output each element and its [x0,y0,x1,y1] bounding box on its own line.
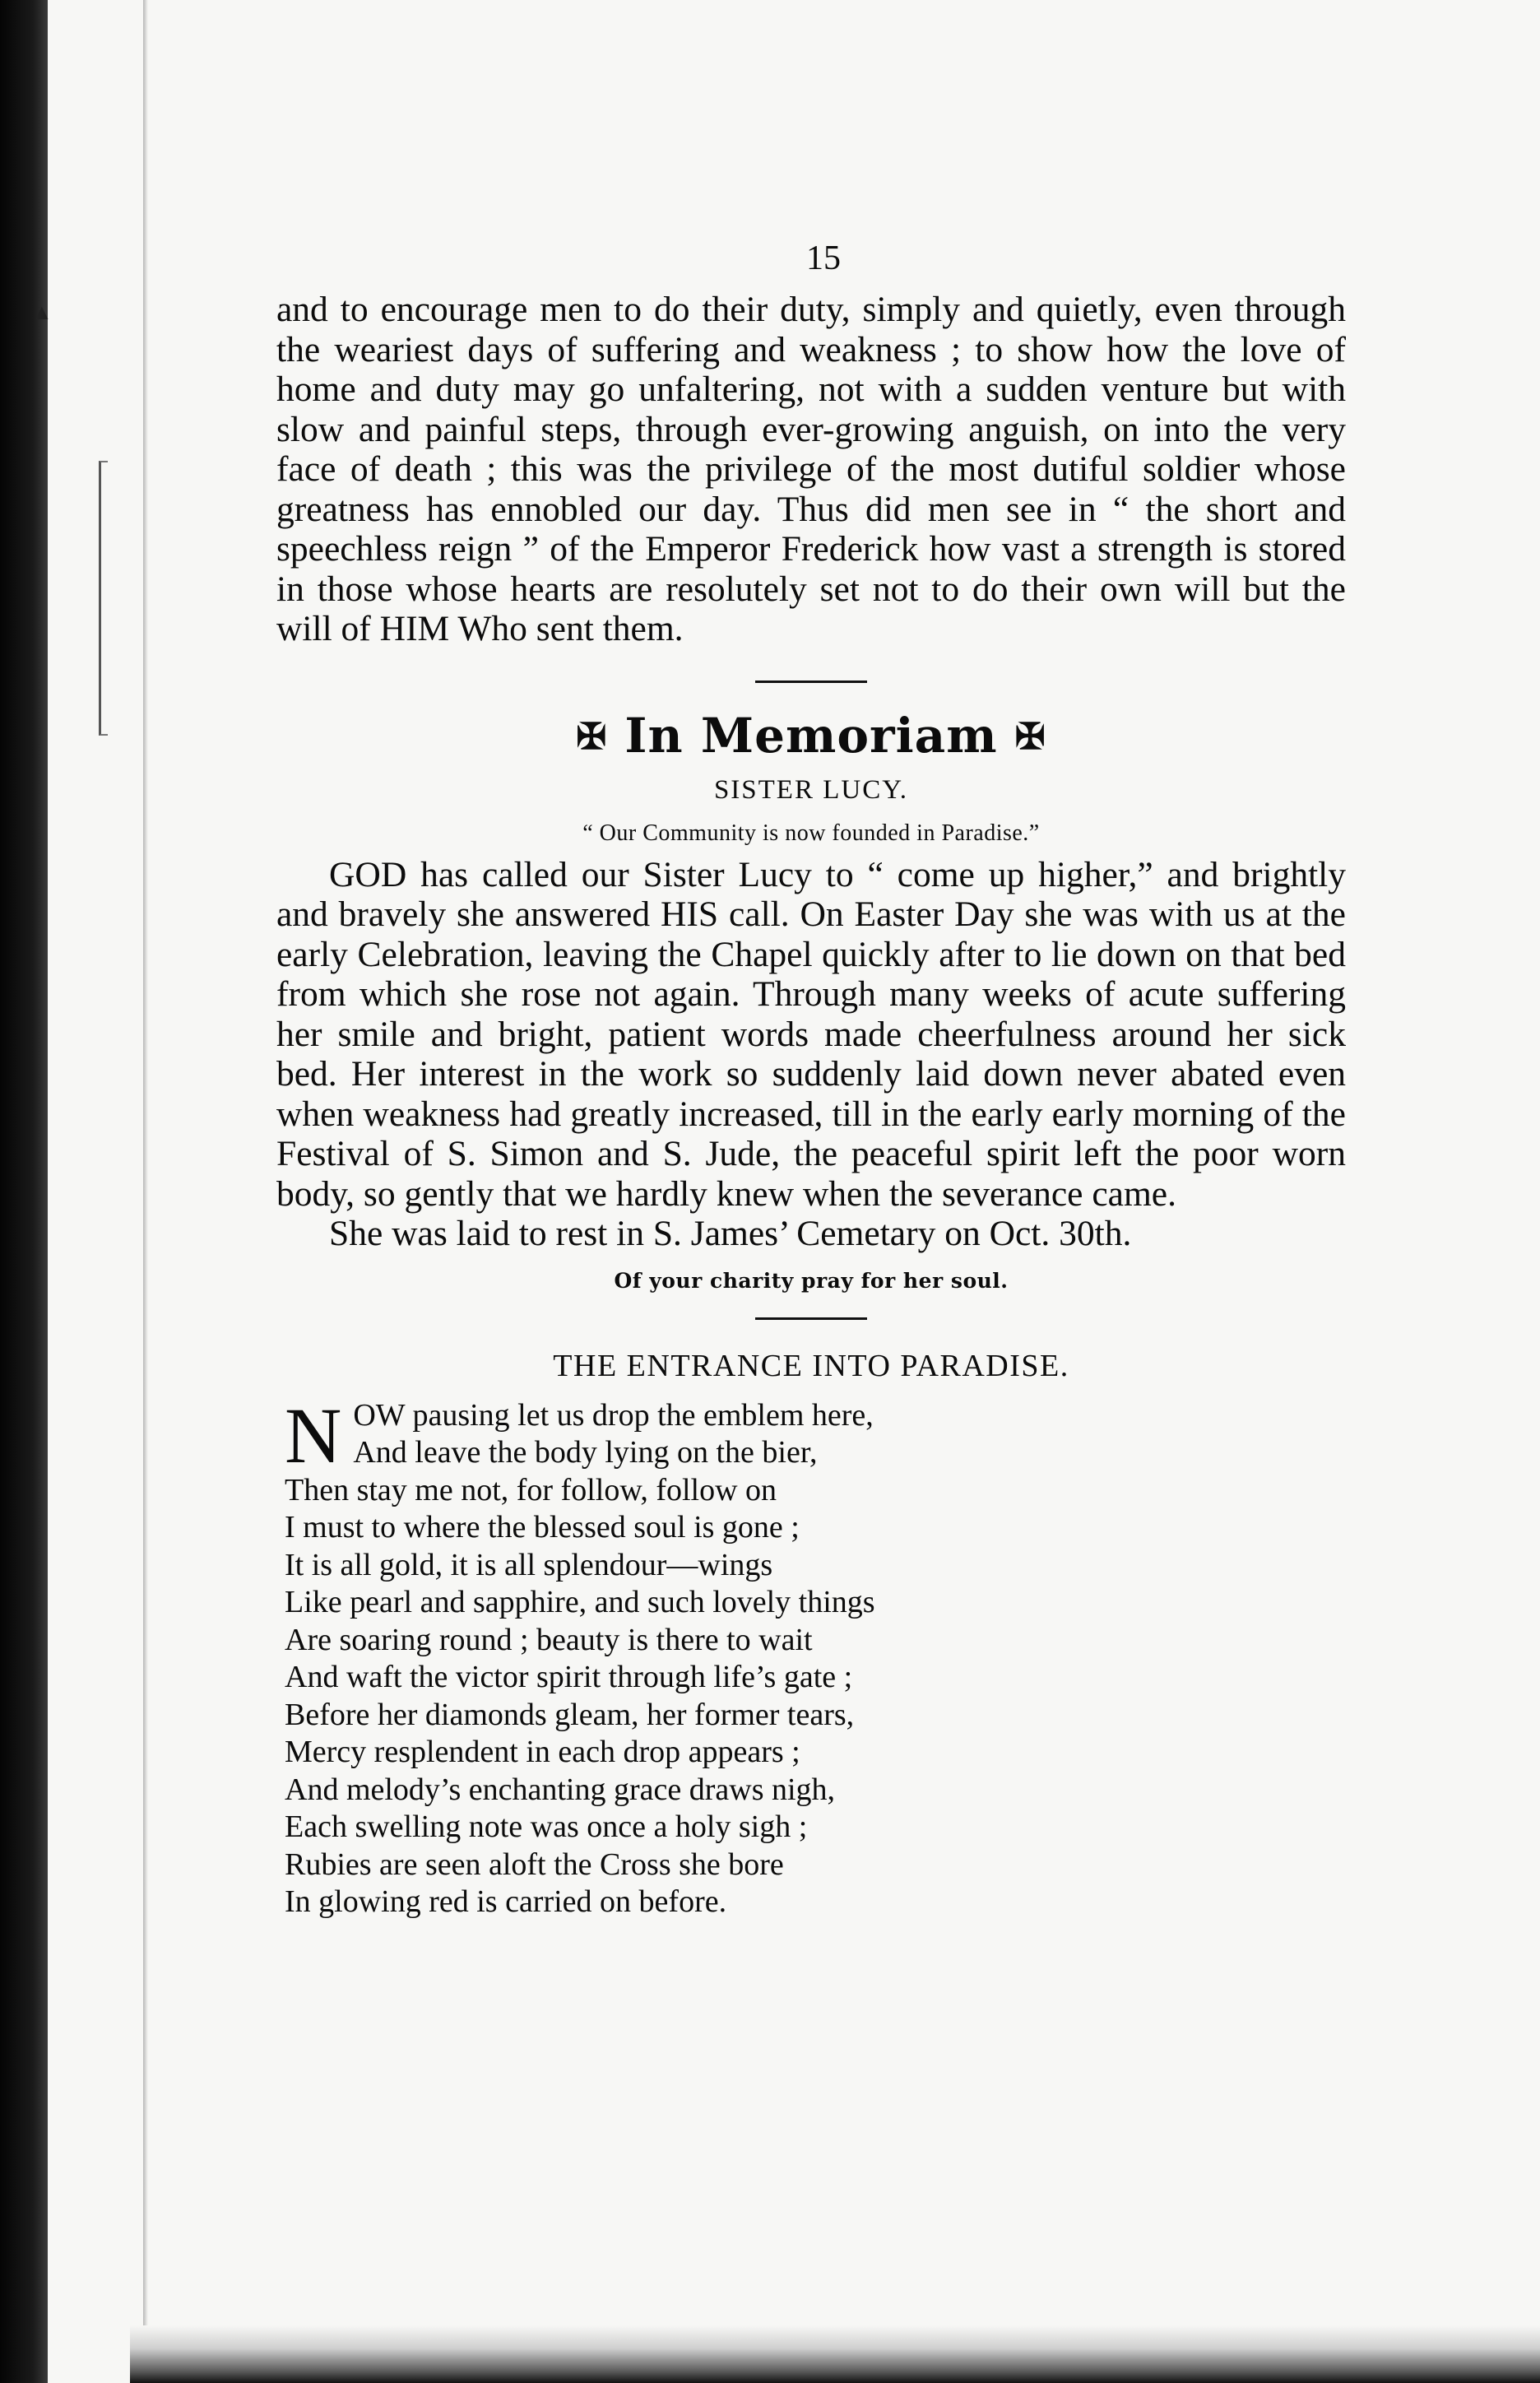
poem-line: OW pausing let us drop the emblem here, [353,1397,874,1433]
poem-line: In glowing red is carried on before. [285,1884,727,1919]
prose-section [276,290,1346,649]
maltese-cross-icon: ✠ [576,715,608,758]
page-bottom-edge [130,2325,1540,2383]
poem [276,1391,1346,1921]
spine-shadow [143,0,148,2383]
drop-cap: N [285,1391,342,1480]
margin-mark: ▲ [31,300,53,324]
poem-line: And melody’s enchanting grace draws nigh, [285,1772,836,1807]
poem-line: It is all gold, it is all splendour—wings [285,1547,773,1582]
memoriam-title: In Memoriam [624,707,998,764]
prose-paragraph: and to encourage men to do their duty, simply and quietly, even through the weariest days of suffering and weakness ; to show how the love of home and duty may go unfaltering, not with a sudden venture but with slow and painful steps, through ever-growing anguish, on into the very face of death ; this was the privilege of the most dutiful soldier whose greatness has ennobled our day. Thus did men see in “ the short and speechless reign ” of the Emperor Frederick how vast a strength is stored in those whose hearts are resolutely set not to do their own will but the will of HIM Who sent them. [276,290,1346,648]
poem-line: Each swelling note was once a holy sigh ; [285,1809,808,1844]
poem-line: Then stay me not, for follow, follow on [285,1472,777,1507]
maltese-cross-icon: ✠ [1014,715,1046,758]
memoriam-burial-note: She was laid to rest in S. James’ Cemetary on Oct. 30th. [329,1214,1132,1253]
poem-line: Rubies are seen aloft the Cross she bore [285,1846,784,1882]
poem-line: And waft the victor spirit through life’s gate ; [285,1660,853,1694]
poem-line: And leave the body lying on the bier, [353,1435,818,1470]
memoriam-name: SISTER LUCY. [713,774,909,805]
poem-line: Are soaring round ; beauty is there to wait [285,1622,813,1657]
memoriam-heading [276,708,1346,764]
page-fold-mark [99,461,108,736]
book-page [31,0,1540,2383]
page-number: 15 [806,239,841,277]
poem-line: Before her diamonds gleam, her former tears, [285,1697,855,1732]
poem-line: I must to where the blessed soul is gone ; [285,1510,800,1545]
memoriam-paragraph: GOD has called our Sister Lucy to “ come up higher,” and brightly and bravely she answered HIS call. On Easter Day she was with us at the early Celebration, leaving the Chapel quickly after to lie down on that bed from which she rose not again. Through many weeks of acute suffering her smile and bright, patient words made cheerfulness around her sick bed. Her interest in the work so suddenly laid down never abated even when weakness had greatly increased, till in the early early morning of the Festival of S. Simon and S. Jude, the peaceful spirit left the poor worn body, so gently that we hardly knew when the severance came. [276,854,1346,1214]
poem-title: THE ENTRANCE INTO PARADISE. [553,1348,1069,1383]
memoriam-body [276,855,1346,1254]
poem-line: Mercy resplendent in each drop appears ; [285,1735,800,1769]
section-divider [755,681,867,683]
memoriam-prayer: Of your charity pray for her soul. [614,1268,1009,1293]
poem-line: Like pearl and sapphire, and such lovely things [285,1585,875,1619]
memoriam-quote: “ Our Community is now founded in Paradise.” [582,820,1040,846]
page-content [276,239,1346,1921]
section-divider [755,1317,867,1320]
book-gutter [0,0,48,2383]
